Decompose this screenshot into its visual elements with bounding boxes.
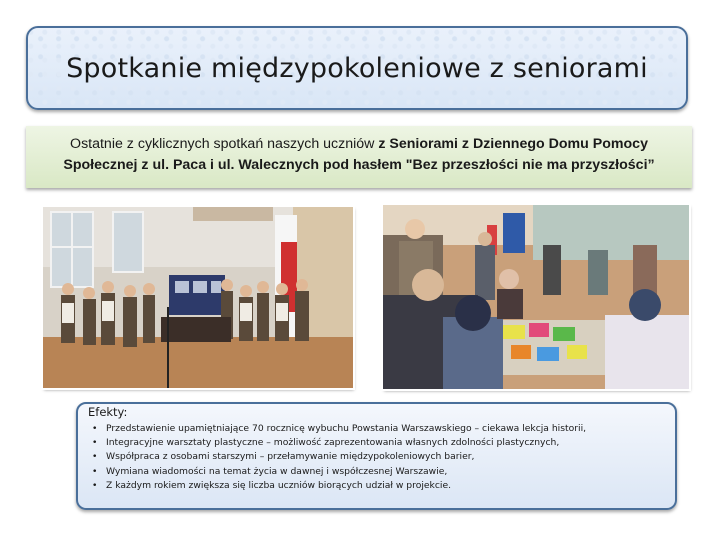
effects-list — [88, 422, 665, 493]
intro-text-box — [26, 126, 692, 188]
bullet-marker: • — [92, 423, 98, 434]
effects-item — [92, 450, 665, 464]
school-performance-photo — [43, 207, 353, 388]
effects-item-text: Wymiana wiadomości na temat życia w dawnej i współczesnej Warszawie, — [106, 465, 448, 477]
effects-item-text: Współpraca z osobami starszymi – przełamywanie międzypokoleniowych barier, — [106, 451, 475, 463]
art-workshop-photo — [383, 205, 689, 389]
intro-plain-text: Ostatnie z cyklicznych spotkań naszych uczniów — [70, 136, 379, 152]
effects-heading: Efekty: — [88, 405, 128, 419]
bullet-marker: • — [92, 437, 98, 449]
effects-item-text: Integracyjne warsztaty plastyczne – możliwość zaprezentowania własnych zdolności plastycznych, — [106, 437, 560, 449]
effects-item — [92, 422, 665, 436]
intro-bold-text: z Seniorami z Dziennego Domu Pomocy Społecznej z ul. Paca i ul. Walecznych pod hasłem "Bez przeszłości nie ma przyszłości” — [63, 136, 655, 173]
effects-item — [92, 479, 665, 493]
page-title: Spotkanie międzypokoleniowe z seniorami — [66, 52, 648, 84]
effects-item — [92, 436, 665, 450]
effects-item-text: Przedstawienie upamiętniające 70 rocznicę wybuchu Powstania Warszawskiego – ciekawa lekcja historii, — [106, 423, 587, 434]
effects-item — [92, 465, 665, 479]
bullet-marker: • — [92, 451, 98, 463]
effects-item-text: Z każdym rokiem zwiększa się liczba uczniów biorących udział w projekcie. — [106, 479, 452, 491]
title-box — [26, 26, 688, 110]
effects-box — [76, 402, 677, 510]
bullet-marker: • — [92, 479, 98, 491]
bullet-marker: • — [92, 465, 98, 477]
